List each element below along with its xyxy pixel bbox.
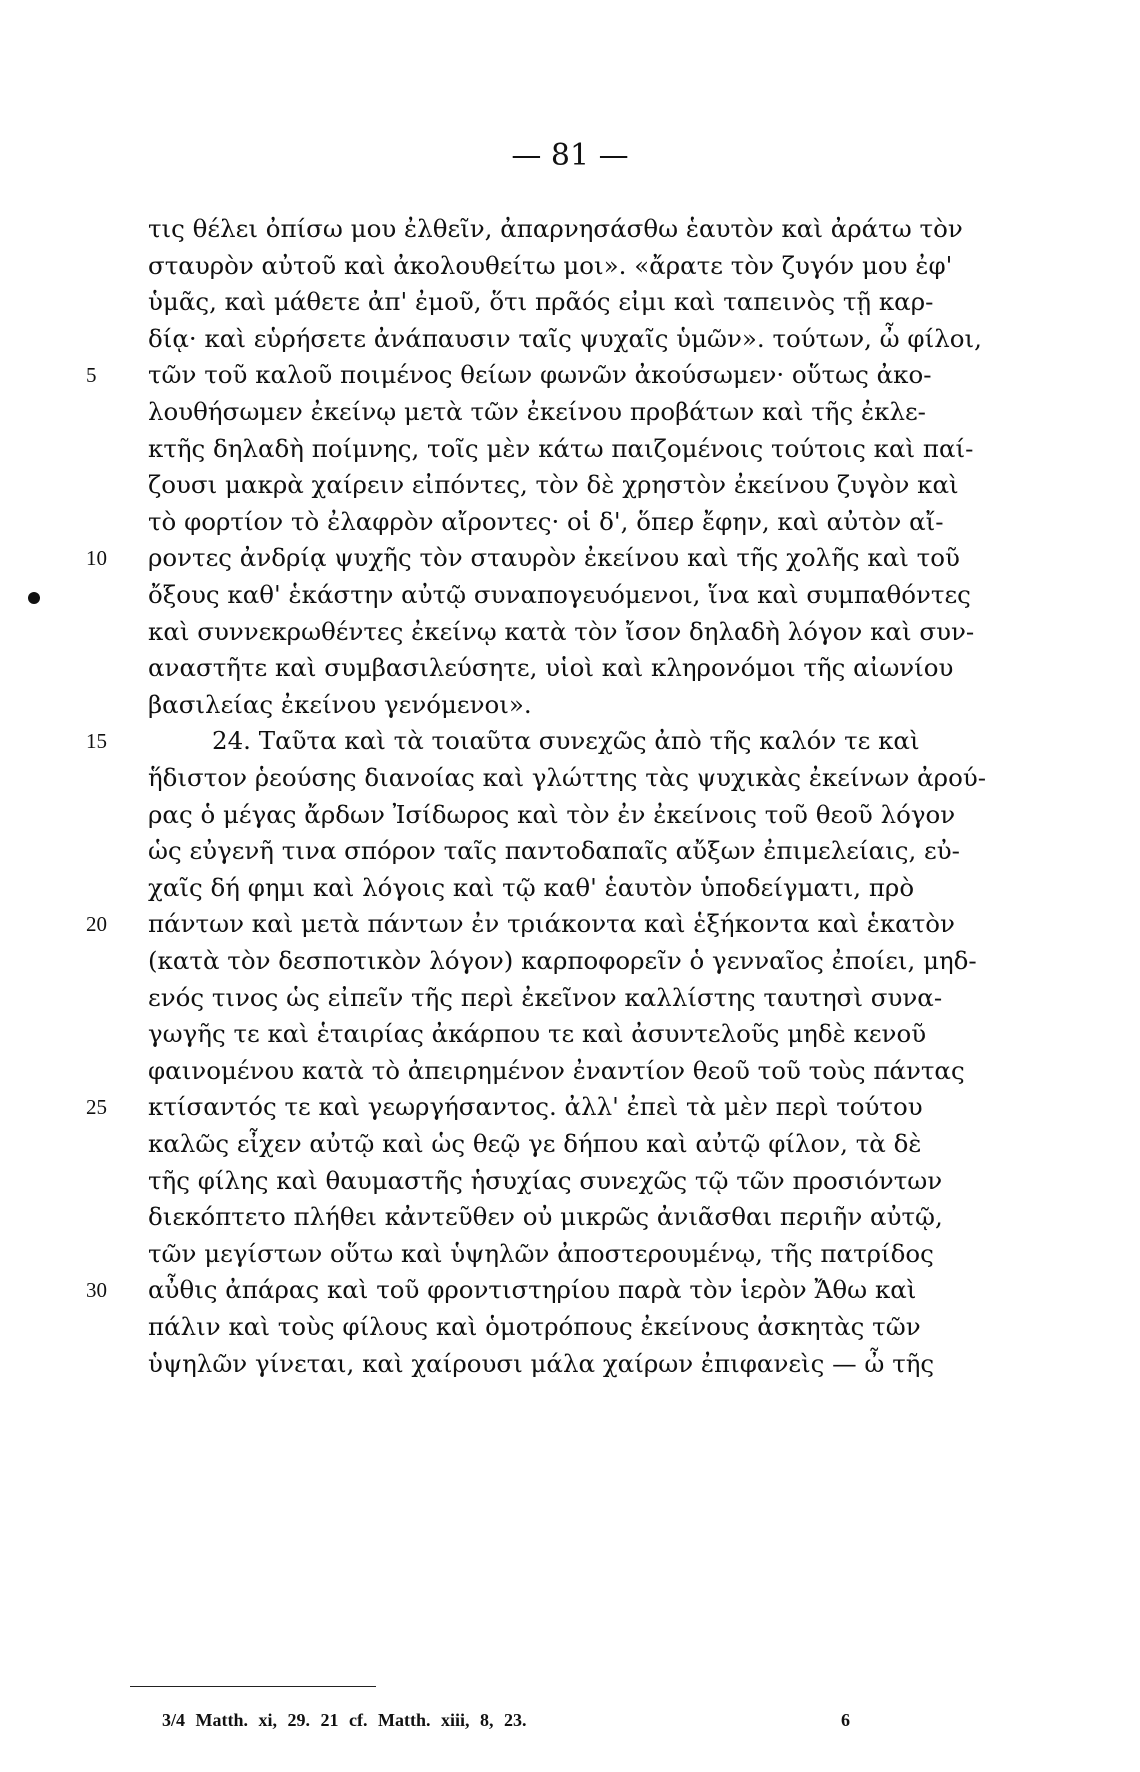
footnote: 3/4 Matth. xi, 29. 21 cf. Matth. xiii, 8, 23. — [162, 1710, 527, 1730]
footnote-rule — [130, 1686, 376, 1687]
margin-ink-dot — [28, 592, 40, 604]
text-line: χαῖς δή φημι καὶ λόγοις καὶ τῷ καθ' ἑαυτὸν ὑποδείγματι, πρὸ — [148, 873, 915, 902]
text-line: 24. Ταῦτα καὶ τὰ τοιαῦτα συνεχῶς ἀπὸ τῆς καλόν τε καὶ — [212, 726, 920, 755]
signature-mark: 6 — [841, 1710, 850, 1730]
text-line: καὶ συννεκρωθέντες ἐκείνῳ κατὰ τὸν ἴσον δηλαδὴ λόγον καὶ συν- — [148, 617, 975, 646]
text-line: διεκόπτετο πλήθει κἀντεῦθεν οὐ μικρῶς ἀνιᾶσθαι περιῆν αὐτῷ, — [148, 1202, 943, 1231]
line-number: 30 — [86, 1278, 107, 1302]
text-line: τῶν μεγίστων οὕτω καὶ ὑψηλῶν ἀποστερουμένῳ, τῆς πατρίδος — [148, 1239, 934, 1268]
text-line: ὑψηλῶν γίνεται, καὶ χαίρουσι μάλα χαίρων ἐπιφανεὶς — ὦ τῆς — [148, 1349, 935, 1378]
line-number: 25 — [86, 1095, 107, 1119]
text-line: ροντες ἀνδρίᾳ ψυχῆς τὸν σταυρὸν ἐκείνου καὶ τῆς χολῆς καὶ τοῦ — [148, 543, 960, 572]
text-line: πάντων καὶ μετὰ πάντων ἐν τριάκοντα καὶ ἑξήκοντα καὶ ἑκατὸν — [148, 909, 955, 938]
text-line: ὑμᾶς, καὶ μάθετε ἀπ' ἐμοῦ, ὅτι πρᾶός εἰμι καὶ ταπεινὸς τῇ καρ- — [148, 287, 934, 316]
text-line: καλῶς εἶχεν αὐτῷ καὶ ὡς θεῷ γε δήπου καὶ αὐτῷ φίλον, τὰ δὲ — [148, 1129, 922, 1158]
text-line: γωγῆς τε καὶ ἑταιρίας ἀκάρπου τε καὶ ἀσυντελοῦς μηδὲ κενοῦ — [148, 1019, 927, 1048]
text-line: τις θέλει ὀπίσω μου ἐλθεῖν, ἀπαρνησάσθω ἑαυτὸν καὶ ἀράτω τὸν — [148, 214, 963, 243]
line-number: 10 — [86, 546, 107, 570]
text-line: αὖθις ἀπάρας καὶ τοῦ φροντιστηρίου παρὰ τὸν ἱερὸν Ἄθω καὶ — [148, 1275, 917, 1304]
line-number: 15 — [86, 729, 107, 753]
line-number: 20 — [86, 912, 107, 936]
text-line: ὄξους καθ' ἑκάστην αὐτῷ συναπογευόμενοι, ἵνα καὶ συμπαθόντες — [148, 580, 971, 609]
text-line: ζουσι μακρὰ χαίρειν εἰπόντες, τὸν δὲ χρηστὸν ἐκείνου ζυγὸν καὶ — [148, 470, 959, 499]
text-line: πάλιν καὶ τοὺς φίλους καὶ ὁμοτρόπους ἐκείνους ἀσκητὰς τῶν — [148, 1312, 921, 1341]
text-line: βασιλείας ἐκείνου γενόμενοι». — [148, 690, 532, 719]
text-line: τῆς φίλης καὶ θαυμαστῆς ἡσυχίας συνεχῶς τῷ τῶν προσιόντων — [148, 1166, 943, 1195]
text-line: αναστῆτε καὶ συμβασιλεύσητε, υἱοὶ καὶ κληρονόμοι τῆς αἰωνίου — [148, 653, 954, 682]
text-line: κτίσαντός τε καὶ γεωργήσαντος. ἀλλ' ἐπεὶ τὰ μὲν περὶ τούτου — [148, 1092, 923, 1121]
text-line: ἥδιστον ῥεούσης διανοίας καὶ γλώττης τὰς ψυχικὰς ἐκείνων ἀρού- — [148, 763, 987, 792]
text-line: τῶν τοῦ καλοῦ ποιμένος θείων φωνῶν ἀκούσωμεν· οὕτως ἀκο- — [148, 360, 932, 389]
text-line: ρας ὁ μέγας ἄρδων Ἰσίδωρος καὶ τὸν ἐν ἐκείνοις τοῦ θεοῦ λόγον — [148, 800, 956, 829]
text-line: δίᾳ· καὶ εὑρήσετε ἀνάπαυσιν ταῖς ψυχαῖς ὑμῶν». τούτων, ὦ φίλοι, — [148, 324, 982, 353]
text-line: (κατὰ τὸν δεσποτικὸν λόγον) καρποφορεῖν ὁ γενναῖος ἐποίει, μηδ- — [148, 946, 977, 975]
text-line: τὸ φορτίον τὸ ἐλαφρὸν αἴροντες· οἱ δ', ὅπερ ἔφην, καὶ αὐτὸν αἴ- — [148, 507, 944, 536]
text-line: λουθήσωμεν ἐκείνῳ μετὰ τῶν ἐκείνου προβάτων καὶ τῆς ἐκλε- — [148, 397, 926, 426]
text-line: φαινομένου κατὰ τὸ ἀπειρημένον ἐναντίον θεοῦ τοῦ τοὺς πάντας — [148, 1056, 965, 1085]
text-line: ὡς εὐγενῆ τινα σπόρον ταῖς παντοδαπαῖς αὔξων ἐπιμελείαις, εὐ- — [148, 836, 960, 865]
page-number-header: — 81 — — [511, 138, 629, 173]
text-line: κτῆς δηλαδὴ ποίμνης, τοῖς μὲν κάτω παιζομένοις τούτοις καὶ παί- — [148, 434, 974, 463]
text-line: ενός τινος ὡς εἰπεῖν τῆς περὶ ἐκεῖνον καλλίστης ταυτησὶ συνα- — [148, 983, 943, 1012]
text-line: σταυρὸν αὐτοῦ καὶ ἀκολουθείτω μοι». «ἄρατε τὸν ζυγόν μου ἐφ' — [148, 251, 953, 280]
line-number: 5 — [86, 363, 97, 387]
